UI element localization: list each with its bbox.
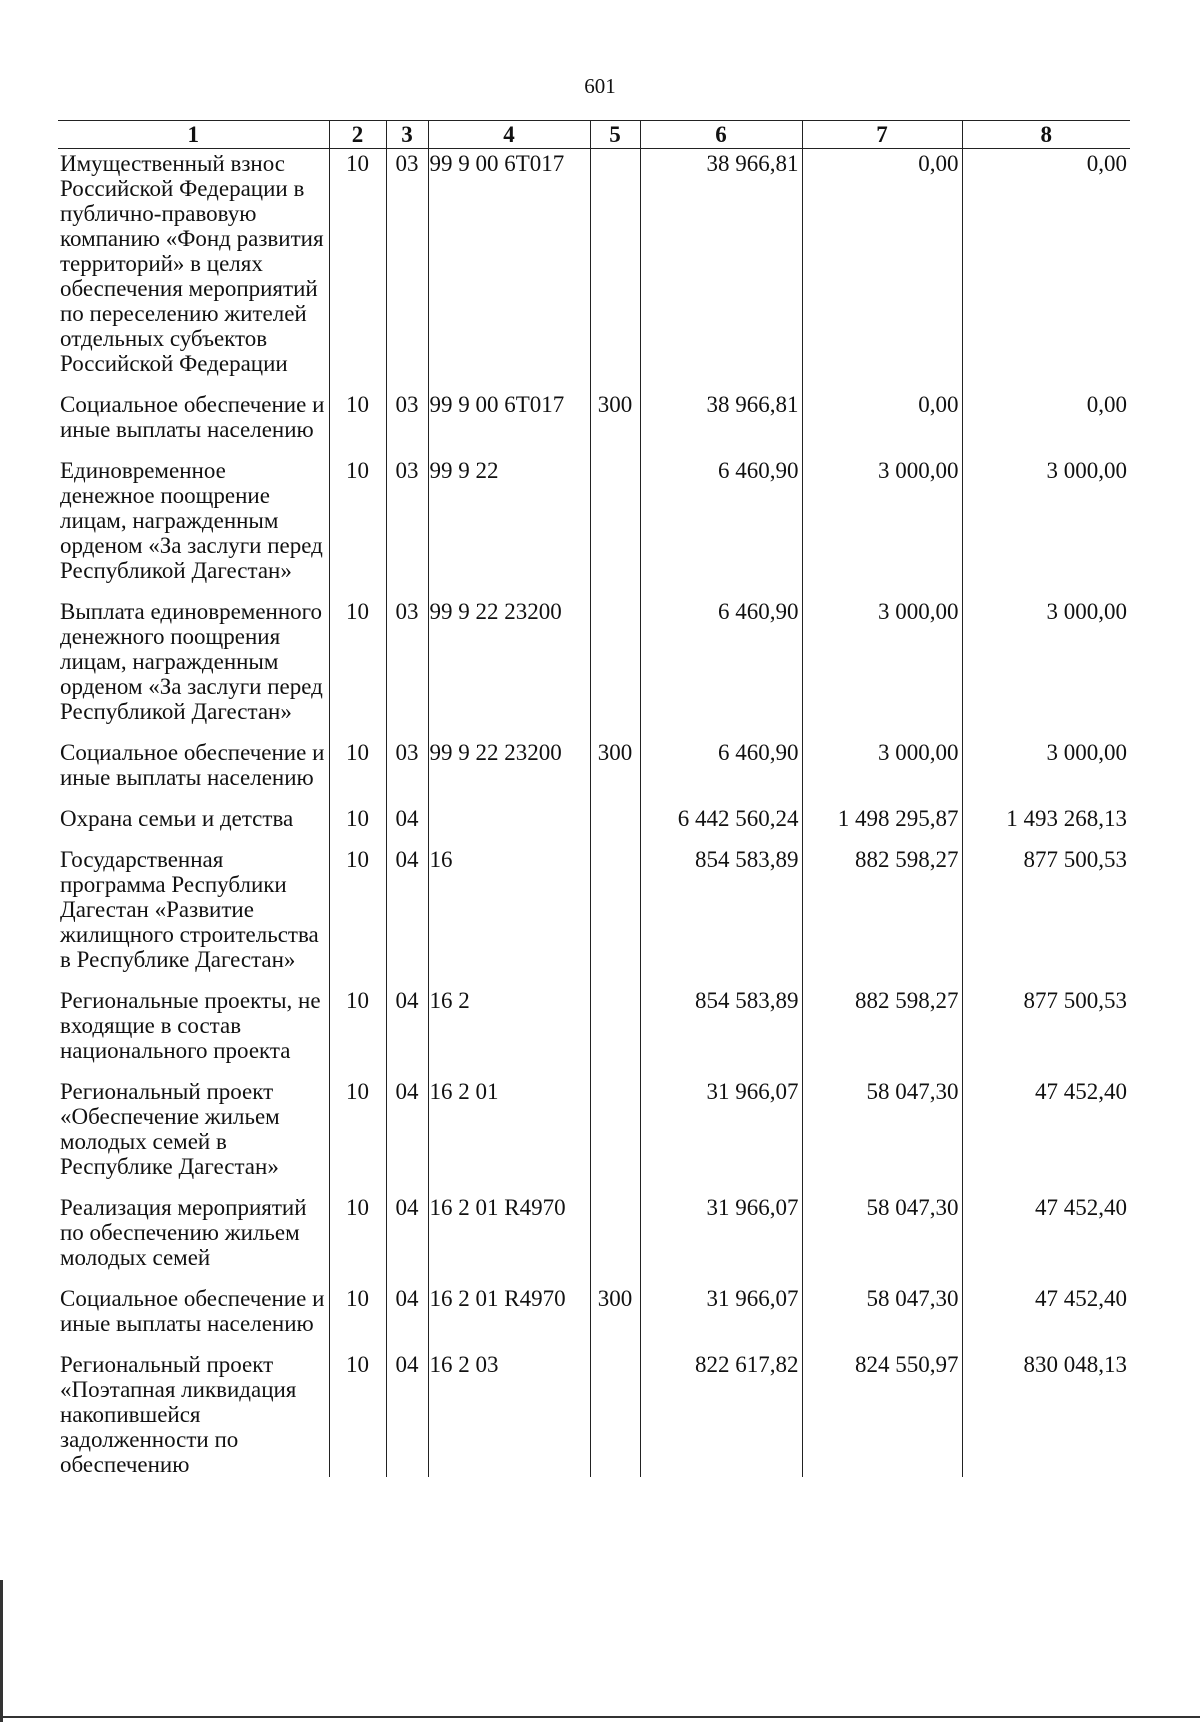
cell-expense-type — [590, 845, 640, 986]
cell-target-code: 99 9 22 — [428, 456, 590, 597]
cell-subsection: 04 — [386, 845, 428, 986]
cell-amount-1: 38 966,81 — [640, 149, 802, 391]
cell-amount-2: 3 000,00 — [802, 597, 962, 738]
cell-amount-1: 31 966,07 — [640, 1193, 802, 1284]
column-header: 1 — [58, 121, 329, 149]
cell-target-code: 16 2 — [428, 986, 590, 1077]
cell-amount-3: 877 500,53 — [962, 845, 1130, 986]
cell-amount-2: 824 550,97 — [802, 1350, 962, 1477]
column-header: 7 — [802, 121, 962, 149]
cell-expense-type — [590, 804, 640, 845]
cell-amount-1: 6 460,90 — [640, 597, 802, 738]
cell-name: Выплата единовременного денежного поощрения лицам, награжденным орденом «За заслуги перед Республикой Дагестан» — [60, 599, 323, 724]
table-row — [58, 390, 1130, 456]
cell-amount-1: 6 460,90 — [640, 456, 802, 597]
cell-amount-2: 58 047,30 — [802, 1077, 962, 1193]
cell-subsection: 03 — [386, 149, 428, 391]
cell-amount-1: 822 617,82 — [640, 1350, 802, 1477]
cell-target-code — [428, 804, 590, 845]
cell-target-code: 16 2 01 R4970 — [428, 1284, 590, 1350]
cell-name: Региональные проекты, не входящие в состав национального проекта — [60, 988, 321, 1063]
cell-expense-type — [590, 1077, 640, 1193]
cell-amount-2: 0,00 — [802, 149, 962, 391]
cell-amount-3: 3 000,00 — [962, 597, 1130, 738]
cell-section: 10 — [329, 597, 386, 738]
cell-amount-3: 3 000,00 — [962, 738, 1130, 804]
table-row — [58, 845, 1130, 986]
page-number: 601 — [584, 74, 616, 98]
cell-amount-2: 1 498 295,87 — [802, 804, 962, 845]
cell-target-code: 16 2 01 — [428, 1077, 590, 1193]
cell-amount-3: 0,00 — [962, 149, 1130, 391]
cell-name: Региональный проект «Поэтапная ликвидация накопившейся задолженности по обеспечению — [60, 1352, 297, 1477]
cell-amount-2: 882 598,27 — [802, 845, 962, 986]
column-header: 3 — [386, 121, 428, 149]
scan-edge-bottom — [0, 1716, 1200, 1718]
cell-amount-2: 58 047,30 — [802, 1193, 962, 1284]
cell-subsection: 04 — [386, 1284, 428, 1350]
cell-amount-2: 3 000,00 — [802, 738, 962, 804]
cell-name: Охрана семьи и детства — [60, 806, 294, 831]
budget-table — [58, 120, 1130, 1477]
cell-expense-type: 300 — [590, 1284, 640, 1350]
cell-section: 10 — [329, 456, 386, 597]
cell-expense-type — [590, 1193, 640, 1284]
scan-edge-left — [0, 1580, 3, 1722]
cell-section: 10 — [329, 986, 386, 1077]
table-row — [58, 456, 1130, 597]
cell-expense-type — [590, 149, 640, 391]
table-row — [58, 738, 1130, 804]
cell-target-code: 16 2 01 R4970 — [428, 1193, 590, 1284]
cell-amount-3: 47 452,40 — [962, 1284, 1130, 1350]
cell-amount-2: 58 047,30 — [802, 1284, 962, 1350]
cell-name: Социальное обеспечение и иные выплаты населению — [60, 1286, 325, 1336]
header-row — [58, 121, 1130, 149]
cell-amount-3: 3 000,00 — [962, 456, 1130, 597]
cell-target-code: 99 9 00 6Т017 — [428, 390, 590, 456]
cell-name: Социальное обеспечение и иные выплаты населению — [60, 392, 325, 442]
cell-section: 10 — [329, 1284, 386, 1350]
cell-target-code: 99 9 00 6Т017 — [428, 149, 590, 391]
table-row — [58, 986, 1130, 1077]
cell-expense-type — [590, 1350, 640, 1477]
cell-section: 10 — [329, 149, 386, 391]
cell-amount-1: 6 460,90 — [640, 738, 802, 804]
cell-amount-1: 6 442 560,24 — [640, 804, 802, 845]
cell-amount-1: 854 583,89 — [640, 986, 802, 1077]
cell-name: Реализация мероприятий по обеспечению жильем молодых семей — [60, 1195, 307, 1270]
table-row — [58, 1077, 1130, 1193]
cell-target-code: 99 9 22 23200 — [428, 738, 590, 804]
cell-section: 10 — [329, 1193, 386, 1284]
cell-section: 10 — [329, 1350, 386, 1477]
table-row — [58, 1193, 1130, 1284]
cell-name: Социальное обеспечение и иные выплаты населению — [60, 740, 325, 790]
column-header: 8 — [962, 121, 1130, 149]
cell-amount-3: 877 500,53 — [962, 986, 1130, 1077]
table-row — [58, 597, 1130, 738]
cell-amount-2: 3 000,00 — [802, 456, 962, 597]
cell-amount-3: 830 048,13 — [962, 1350, 1130, 1477]
cell-name: Единовременное денежное поощрение лицам, награжденным орденом «За заслуги перед Республикой Дагестан» — [60, 458, 323, 583]
column-header: 2 — [329, 121, 386, 149]
cell-target-code: 16 — [428, 845, 590, 986]
cell-amount-2: 882 598,27 — [802, 986, 962, 1077]
cell-subsection: 03 — [386, 597, 428, 738]
column-header: 5 — [590, 121, 640, 149]
cell-section: 10 — [329, 1077, 386, 1193]
cell-section: 10 — [329, 738, 386, 804]
table-row — [58, 804, 1130, 845]
table-row — [58, 1284, 1130, 1350]
cell-subsection: 04 — [386, 804, 428, 845]
cell-subsection: 03 — [386, 456, 428, 597]
cell-expense-type — [590, 597, 640, 738]
cell-amount-3: 47 452,40 — [962, 1077, 1130, 1193]
cell-section: 10 — [329, 845, 386, 986]
cell-subsection: 04 — [386, 1077, 428, 1193]
table-row — [58, 149, 1130, 391]
cell-section: 10 — [329, 804, 386, 845]
cell-subsection: 04 — [386, 986, 428, 1077]
cell-amount-3: 1 493 268,13 — [962, 804, 1130, 845]
cell-subsection: 04 — [386, 1193, 428, 1284]
cell-amount-1: 31 966,07 — [640, 1077, 802, 1193]
column-header: 4 — [428, 121, 590, 149]
cell-amount-3: 0,00 — [962, 390, 1130, 456]
cell-amount-3: 47 452,40 — [962, 1193, 1130, 1284]
cell-name: Региональный проект «Обеспечение жильем молодых семей в Республике Дагестан» — [60, 1079, 280, 1179]
cell-expense-type — [590, 456, 640, 597]
cell-name: Имущественный взнос Российской Федерации в публично-правовую компанию «Фонд развития территорий» в целях обеспечения мероприятий по переселению жителей отдельных субъектов Российской Федерации — [60, 151, 324, 376]
cell-subsection: 03 — [386, 738, 428, 804]
cell-subsection: 04 — [386, 1350, 428, 1477]
cell-expense-type: 300 — [590, 738, 640, 804]
cell-name: Государственная программа Республики Дагестан «Развитие жилищного строительства в Республике Дагестан» — [60, 847, 319, 972]
cell-expense-type — [590, 986, 640, 1077]
cell-amount-1: 31 966,07 — [640, 1284, 802, 1350]
cell-target-code: 99 9 22 23200 — [428, 597, 590, 738]
cell-section: 10 — [329, 390, 386, 456]
cell-amount-2: 0,00 — [802, 390, 962, 456]
cell-expense-type: 300 — [590, 390, 640, 456]
cell-subsection: 03 — [386, 390, 428, 456]
cell-target-code: 16 2 03 — [428, 1350, 590, 1477]
column-header: 6 — [640, 121, 802, 149]
cell-amount-1: 38 966,81 — [640, 390, 802, 456]
cell-amount-1: 854 583,89 — [640, 845, 802, 986]
table-row — [58, 1350, 1130, 1477]
